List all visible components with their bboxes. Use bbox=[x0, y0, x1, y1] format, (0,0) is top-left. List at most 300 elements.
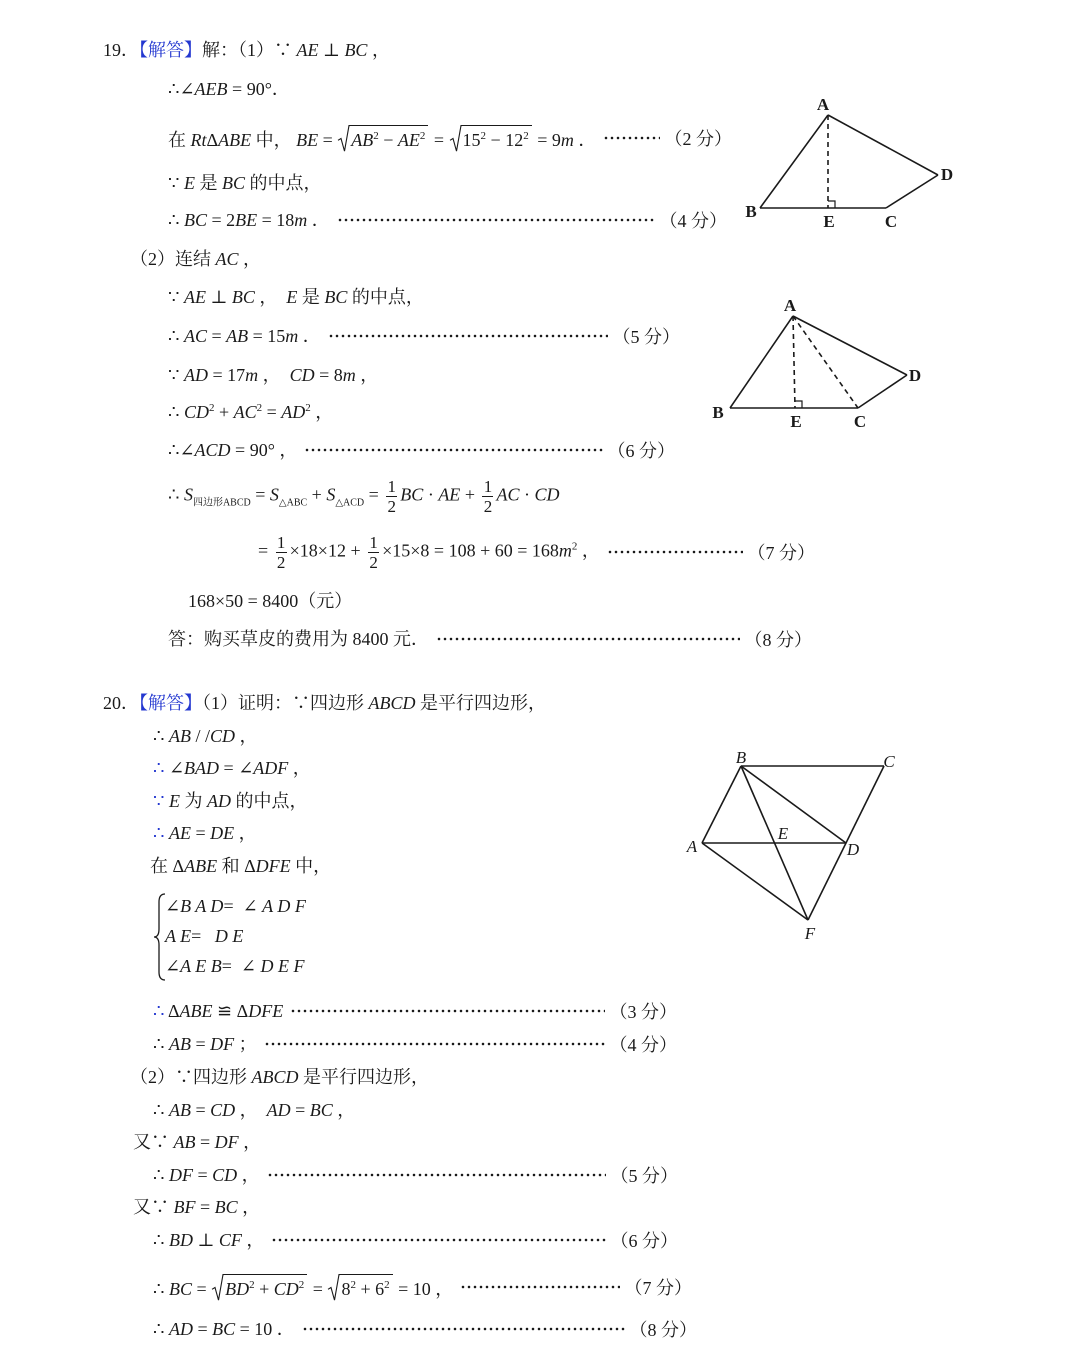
math-italic: ABE bbox=[184, 856, 218, 876]
text-run: ， bbox=[234, 726, 258, 746]
text-run: = 17 bbox=[207, 365, 246, 385]
vertex-label-c: C bbox=[853, 412, 867, 431]
score-mark: （5 分） bbox=[612, 327, 680, 347]
solution-line bbox=[168, 476, 560, 516]
text-run: = bbox=[364, 484, 384, 505]
math-italic: DE bbox=[210, 823, 235, 843]
text-run: ， bbox=[238, 249, 262, 269]
segment-ab bbox=[702, 766, 741, 843]
text-run: 中， bbox=[251, 129, 297, 150]
math-italic: AB bbox=[168, 726, 191, 746]
vertex-label-e: E bbox=[823, 212, 835, 231]
superscript: 2 bbox=[350, 1278, 356, 1291]
line-content bbox=[130, 1065, 429, 1089]
text-run: / / bbox=[190, 726, 210, 746]
text-run: 解：（1）∵ bbox=[202, 40, 297, 60]
dot-leader bbox=[291, 1009, 604, 1013]
text-run: ∠ bbox=[164, 758, 185, 778]
line-content bbox=[153, 821, 257, 845]
superscript: 2 bbox=[298, 1278, 305, 1291]
text-run: = ∠ bbox=[219, 758, 254, 778]
line-content bbox=[103, 691, 546, 715]
score-mark: （4 分） bbox=[659, 211, 727, 231]
radical-sign bbox=[328, 1274, 340, 1301]
math-italic: DF bbox=[168, 1165, 193, 1185]
fraction-denominator: 2 bbox=[483, 496, 493, 516]
text-run: = 10 ． bbox=[235, 1319, 295, 1339]
math-italic: DF bbox=[214, 1132, 239, 1152]
text-run: 又∵ bbox=[133, 1197, 174, 1217]
math-italic: AE bbox=[183, 287, 206, 307]
superscript: 2 bbox=[305, 402, 311, 414]
text-run: ， bbox=[238, 1132, 262, 1152]
highlight-text: ∴ bbox=[153, 823, 165, 843]
math-italic: AC bbox=[496, 484, 520, 505]
math-italic: AC bbox=[183, 326, 207, 346]
text-run: ． bbox=[307, 210, 330, 230]
math-italic: D E F bbox=[260, 956, 305, 976]
text-run: ∵ bbox=[168, 365, 184, 385]
text-run: ∴ bbox=[153, 1165, 169, 1185]
superscript: 2 bbox=[571, 540, 578, 553]
math-italic: DF bbox=[210, 1034, 235, 1054]
text-run: = bbox=[290, 1100, 310, 1120]
line-content bbox=[150, 854, 331, 878]
math-italic: A E B bbox=[180, 956, 222, 976]
dot-leader bbox=[329, 334, 608, 338]
math-italic: CD bbox=[289, 365, 315, 385]
text-run: ∴ bbox=[153, 1034, 169, 1054]
text-run: ×15×8 = 108 + 60 = 168 bbox=[382, 540, 559, 561]
superscript: 2 bbox=[373, 129, 379, 142]
vertex-label-a: A bbox=[816, 95, 830, 114]
vertex-label-b: B bbox=[735, 748, 747, 767]
text-run: ∴∠ bbox=[168, 440, 195, 460]
math-italic: Rt bbox=[190, 129, 207, 150]
text-run: ， bbox=[332, 1100, 356, 1120]
math-italic: AEB bbox=[194, 79, 228, 99]
math-italic: BC bbox=[212, 1319, 236, 1339]
math-italic: DFE bbox=[255, 856, 291, 876]
vertex-label-a: A bbox=[783, 296, 797, 315]
solution-line bbox=[168, 316, 680, 356]
text-run: ∴ bbox=[153, 726, 169, 746]
math-italic: BF bbox=[173, 1197, 196, 1217]
text-run: = bbox=[192, 1165, 213, 1185]
text-run: Δ bbox=[164, 1001, 180, 1021]
line-content bbox=[153, 1098, 355, 1122]
solution-line bbox=[153, 1309, 697, 1349]
line-content bbox=[165, 954, 305, 978]
segment-ae-dashed bbox=[793, 316, 795, 408]
math-italic: AE bbox=[168, 823, 191, 843]
fraction-numerator: 1 bbox=[387, 476, 397, 496]
vertex-label-c: C bbox=[884, 212, 898, 231]
math-italic: CF bbox=[218, 1230, 242, 1250]
text-run: 中， bbox=[290, 856, 332, 876]
vertex-label-d: D bbox=[908, 366, 922, 385]
vertex-label-b: B bbox=[712, 403, 724, 422]
text-run: 答：购买草皮的费用为 8400 元． bbox=[168, 629, 429, 649]
text-run: 在 Δ bbox=[150, 856, 185, 876]
math-italic: BC bbox=[400, 484, 424, 505]
superscript: 2 bbox=[249, 1278, 255, 1291]
dot-leader bbox=[608, 550, 743, 554]
segment-cd bbox=[858, 375, 907, 408]
math-italic: CD bbox=[209, 726, 235, 746]
segment-cd bbox=[886, 175, 938, 208]
radicand bbox=[349, 125, 428, 151]
math-italic: E bbox=[168, 791, 180, 811]
line-content bbox=[165, 894, 306, 918]
radicand bbox=[339, 1274, 392, 1300]
text-run: ， bbox=[355, 365, 379, 385]
solution-line bbox=[130, 239, 261, 279]
text-run: · bbox=[519, 484, 535, 505]
text-run: + bbox=[214, 402, 234, 422]
math-italic: BC bbox=[309, 1100, 333, 1120]
math-italic: ABCD bbox=[251, 1067, 299, 1087]
math-italic: m bbox=[560, 129, 574, 150]
text-run: ⊥ bbox=[318, 40, 345, 60]
math-italic: BD bbox=[225, 1278, 250, 1299]
line-content bbox=[153, 1032, 257, 1056]
segment-da bbox=[828, 115, 938, 175]
line-content bbox=[165, 924, 243, 948]
text-run: + 6 bbox=[355, 1278, 385, 1299]
text-run: = bbox=[195, 1132, 215, 1152]
dot-leader bbox=[272, 1238, 605, 1242]
line-content bbox=[168, 285, 424, 309]
line-content bbox=[153, 1274, 453, 1301]
segment-da bbox=[793, 316, 907, 375]
line-content bbox=[168, 627, 429, 651]
dot-leader bbox=[437, 637, 740, 641]
vertex-label-a: A bbox=[686, 837, 698, 856]
fraction bbox=[276, 533, 287, 572]
text-run: = bbox=[190, 823, 211, 843]
text-run: ≌ Δ bbox=[212, 1001, 249, 1021]
highlight-text: ∵ bbox=[153, 791, 165, 811]
highlight-text: ∴ bbox=[153, 1001, 165, 1021]
text-run: = 90° ， bbox=[230, 440, 298, 460]
segment-ac-dashed bbox=[793, 316, 858, 408]
text-run: （2）∵四边形 bbox=[130, 1067, 252, 1087]
math-italic: AB bbox=[351, 129, 374, 150]
text-run: · bbox=[423, 484, 439, 505]
solution-line bbox=[168, 430, 675, 470]
math-italic: BAD bbox=[184, 758, 220, 778]
solution-line bbox=[153, 1220, 678, 1260]
segment-bd bbox=[741, 766, 846, 843]
line-content bbox=[103, 38, 390, 62]
math-italic: BC bbox=[221, 173, 245, 193]
sqrt-expression bbox=[212, 1274, 307, 1301]
text-run: ， bbox=[258, 365, 290, 385]
math-italic: AD bbox=[206, 791, 231, 811]
fraction-numerator: 1 bbox=[369, 532, 378, 552]
superscript: 2 bbox=[523, 129, 529, 142]
text-run: 的中点， bbox=[347, 287, 424, 307]
math-italic: AB bbox=[226, 326, 249, 346]
math-italic: BD bbox=[168, 1230, 193, 1250]
math-italic: S bbox=[269, 484, 279, 505]
score-mark: （8 分） bbox=[629, 1320, 697, 1340]
line-content bbox=[153, 724, 257, 748]
math-italic: CD bbox=[273, 1278, 299, 1299]
brace-condition-line bbox=[165, 946, 305, 986]
vertex-label-b: B bbox=[745, 202, 757, 221]
math-italic: AD bbox=[168, 1319, 193, 1339]
line-content bbox=[168, 171, 321, 195]
superscript: 2 bbox=[419, 129, 426, 142]
solution-line bbox=[153, 1267, 692, 1307]
vertex-label-d: D bbox=[846, 840, 860, 859]
score-mark: （7 分） bbox=[747, 543, 815, 563]
solution-line bbox=[168, 277, 424, 317]
subscript: 四边形ABCD bbox=[192, 497, 251, 509]
text-run: = 18 bbox=[257, 210, 295, 230]
fraction bbox=[386, 477, 397, 516]
math-italic: BC bbox=[324, 287, 348, 307]
fraction-denominator: 2 bbox=[276, 552, 286, 572]
text-run: ∴ bbox=[153, 1100, 169, 1120]
superscript: 2 bbox=[256, 402, 263, 414]
math-italic: AB bbox=[173, 1132, 196, 1152]
line-content bbox=[153, 1163, 260, 1187]
superscript: 2 bbox=[384, 1278, 390, 1291]
score-mark: （7 分） bbox=[624, 1278, 692, 1298]
line-content bbox=[188, 589, 352, 613]
text-run: = bbox=[258, 540, 273, 561]
dot-leader bbox=[305, 448, 602, 452]
math-italic: E bbox=[183, 173, 195, 193]
math-italic: ABCD bbox=[368, 693, 416, 713]
text-run: ； bbox=[234, 1034, 257, 1054]
sqrt-expression bbox=[328, 1274, 392, 1301]
line-content bbox=[258, 533, 600, 572]
solution-line bbox=[168, 118, 732, 158]
math-italic: DFE bbox=[248, 1001, 284, 1021]
radicand bbox=[461, 125, 532, 151]
text-run: + bbox=[307, 484, 327, 505]
text-run: + bbox=[460, 484, 480, 505]
text-run: 是平行四边形， bbox=[415, 693, 546, 713]
right-angle-mark bbox=[828, 201, 835, 208]
text-run: 20． bbox=[103, 693, 139, 713]
dot-leader bbox=[604, 136, 659, 140]
text-run: = 2 bbox=[206, 210, 236, 230]
solution-line bbox=[168, 69, 290, 109]
text-run: + bbox=[254, 1278, 274, 1299]
solution-line bbox=[168, 200, 727, 240]
score-mark: （5 分） bbox=[610, 1166, 678, 1186]
line-content bbox=[133, 1130, 261, 1154]
math-italic: AB bbox=[168, 1100, 191, 1120]
text-run: ∴ bbox=[168, 210, 184, 230]
text-run: ， bbox=[577, 540, 600, 561]
math-italic: CD bbox=[212, 1165, 238, 1185]
math-italic: AD bbox=[281, 402, 306, 422]
line-content bbox=[153, 1228, 264, 1252]
math-italic: E bbox=[286, 287, 298, 307]
line-content bbox=[133, 1195, 260, 1219]
text-run: = bbox=[190, 1034, 211, 1054]
text-run: ， bbox=[254, 287, 287, 307]
line-content bbox=[168, 125, 596, 152]
text-run: ∵ bbox=[168, 287, 184, 307]
radicand bbox=[223, 1274, 307, 1300]
text-run: ， bbox=[367, 40, 390, 60]
solution-line bbox=[168, 163, 321, 203]
vertex-label-c: C bbox=[883, 752, 895, 771]
fraction bbox=[368, 533, 379, 572]
segment-ab bbox=[730, 316, 793, 408]
text-run: = ∠ bbox=[223, 896, 263, 916]
math-italic: ABE bbox=[218, 129, 252, 150]
text-run: = bbox=[190, 1100, 211, 1120]
text-run: ∴ bbox=[153, 1319, 169, 1339]
text-run: = bbox=[206, 326, 227, 346]
fraction bbox=[482, 477, 493, 516]
score-mark: （3 分） bbox=[609, 1002, 677, 1022]
text-run: ∠ bbox=[165, 896, 181, 916]
dot-leader bbox=[338, 218, 655, 222]
line-content bbox=[153, 1317, 295, 1341]
sqrt-expression bbox=[338, 125, 428, 152]
score-mark: （8 分） bbox=[744, 630, 812, 650]
text-run: 8 bbox=[341, 1278, 351, 1299]
line-content bbox=[168, 208, 330, 232]
subscript: △ACD bbox=[335, 497, 365, 509]
math-italic: CD bbox=[183, 402, 209, 422]
text-run: = bbox=[262, 402, 282, 422]
line-content bbox=[168, 363, 378, 387]
text-run: = bbox=[192, 1319, 213, 1339]
text-run: ∴ bbox=[168, 326, 184, 346]
line-content bbox=[168, 400, 333, 424]
text-run: （2）连结 bbox=[130, 249, 216, 269]
text-run: 和 Δ bbox=[217, 856, 256, 876]
line-content bbox=[130, 247, 261, 271]
text-run: = 8 bbox=[314, 365, 343, 385]
text-run: = bbox=[191, 926, 215, 946]
math-italic: ABE bbox=[179, 1001, 213, 1021]
math-italic: BC bbox=[231, 287, 255, 307]
highlight-text: 【解答】 bbox=[139, 40, 202, 60]
score-mark: （6 分） bbox=[610, 1231, 678, 1251]
text-run: Δ bbox=[206, 129, 219, 150]
segment-ab bbox=[760, 115, 828, 208]
radical-sign bbox=[338, 125, 350, 152]
math-italic: m bbox=[245, 365, 259, 385]
math-italic: m bbox=[342, 365, 356, 385]
text-run: ， bbox=[241, 1230, 265, 1250]
line-content bbox=[168, 438, 297, 462]
math-italic: S bbox=[183, 484, 193, 505]
text-run: ×18×12 + bbox=[289, 540, 366, 561]
text-run: ∴ bbox=[153, 1230, 169, 1250]
text-run: ∴ bbox=[168, 484, 184, 505]
math-italic: BC bbox=[344, 40, 368, 60]
text-run: = 9 bbox=[532, 129, 561, 150]
text-run: = 15 bbox=[248, 326, 286, 346]
score-mark: （4 分） bbox=[609, 1035, 677, 1055]
math-italic: m bbox=[558, 540, 572, 561]
text-run: ⊥ bbox=[192, 1230, 219, 1250]
text-run: = ∠ bbox=[221, 956, 261, 976]
text-run: 168×50 = 8400（元） bbox=[188, 591, 353, 611]
quadrilateral-figure-1 bbox=[740, 92, 970, 237]
solution-line bbox=[188, 581, 352, 621]
math-italic: AC bbox=[233, 402, 257, 422]
highlight-text: 【解答】 bbox=[139, 693, 202, 713]
solution-line bbox=[168, 619, 812, 659]
text-run: ， bbox=[235, 1100, 267, 1120]
solution-line bbox=[168, 355, 378, 395]
math-italic: AC bbox=[215, 249, 239, 269]
text-run: 的中点， bbox=[244, 173, 322, 193]
text-run: ∵ bbox=[168, 173, 184, 193]
math-italic: CD bbox=[210, 1100, 236, 1120]
math-italic: BC bbox=[183, 210, 207, 230]
subscript: △ABC bbox=[278, 497, 308, 509]
highlight-text: ∴ bbox=[153, 758, 165, 778]
text-run: ． bbox=[298, 326, 321, 346]
text-run: ， bbox=[310, 402, 334, 422]
text-run: 是 bbox=[194, 173, 222, 193]
text-run: ． bbox=[573, 129, 597, 150]
math-italic: CD bbox=[534, 484, 560, 505]
text-run: = bbox=[308, 1278, 328, 1299]
text-run: ⊥ bbox=[205, 287, 232, 307]
math-italic: BE bbox=[235, 210, 258, 230]
text-run: ， bbox=[234, 823, 257, 843]
text-run: 又∵ bbox=[133, 1132, 174, 1152]
math-italic: S bbox=[326, 484, 336, 505]
math-italic: m bbox=[285, 326, 299, 346]
text-run: = bbox=[318, 129, 338, 150]
vertex-label-f: F bbox=[804, 924, 816, 943]
text-run: ∴∠ bbox=[168, 79, 195, 99]
text-run: ∴ bbox=[153, 1278, 169, 1299]
text-run: 是平行四边形， bbox=[298, 1067, 429, 1087]
solution-line bbox=[258, 532, 815, 572]
vertex-label-e: E bbox=[790, 412, 802, 431]
text-run: 在 bbox=[168, 129, 191, 150]
fraction-numerator: 1 bbox=[276, 532, 286, 552]
solution-line bbox=[150, 846, 331, 886]
text-run: 是 bbox=[297, 287, 325, 307]
quadrilateral-figure-2 bbox=[705, 292, 930, 437]
line-content bbox=[153, 789, 307, 813]
line-content bbox=[153, 999, 283, 1023]
math-italic: BC bbox=[214, 1197, 238, 1217]
math-italic: A D F bbox=[262, 896, 306, 916]
text-run: = bbox=[191, 1278, 212, 1299]
fraction-denominator: 2 bbox=[369, 552, 378, 572]
math-italic: AE bbox=[296, 40, 319, 60]
text-run: = bbox=[429, 129, 449, 150]
text-run: − 12 bbox=[486, 129, 524, 150]
superscript: 2 bbox=[480, 129, 487, 142]
math-italic: AE bbox=[397, 129, 420, 150]
text-run: = bbox=[195, 1197, 215, 1217]
dot-leader bbox=[461, 1285, 619, 1289]
score-mark: （6 分） bbox=[607, 441, 675, 461]
math-italic: AE bbox=[438, 484, 461, 505]
text-run: 为 bbox=[179, 791, 207, 811]
